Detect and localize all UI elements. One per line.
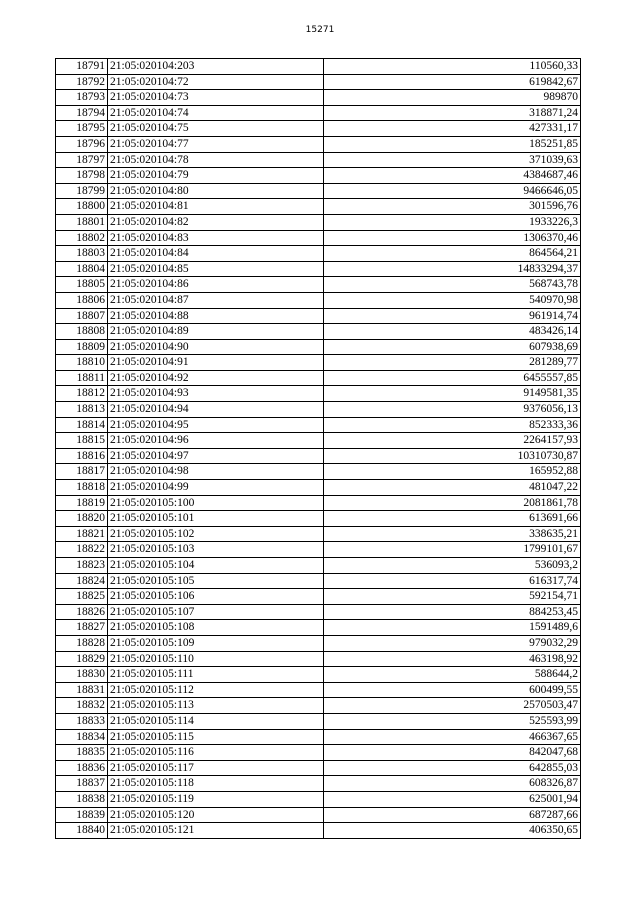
row-number-cell: 18829 (56, 651, 108, 667)
cadastral-value-cell: 884253,45 (324, 604, 581, 620)
row-number-cell: 18834 (56, 729, 108, 745)
table-row (56, 277, 581, 293)
cadastral-value-cell: 525593,99 (324, 713, 581, 729)
row-number-cell: 18840 (56, 823, 108, 839)
row-number-cell: 18808 (56, 324, 108, 340)
row-number-cell: 18838 (56, 791, 108, 807)
cadastral-value-cell: 9376056,13 (324, 402, 581, 418)
cadastral-number-cell: 21:05:020104:84 (108, 246, 324, 262)
cadastral-value-cell: 2264157,93 (324, 433, 581, 449)
row-number-cell: 18811 (56, 370, 108, 386)
cadastral-value-cell: 687287,66 (324, 807, 581, 823)
table-row (56, 464, 581, 480)
table-body (56, 59, 581, 839)
cadastral-value-cell: 616317,74 (324, 573, 581, 589)
row-number-cell: 18806 (56, 292, 108, 308)
cadastral-value-cell: 536093,2 (324, 558, 581, 574)
cadastral-value-cell: 318871,24 (324, 105, 581, 121)
row-number-cell: 18818 (56, 480, 108, 496)
table-row (56, 386, 581, 402)
cadastral-number-cell: 21:05:020105:107 (108, 604, 324, 620)
table-row (56, 183, 581, 199)
table-row (56, 214, 581, 230)
table-row (56, 324, 581, 340)
cadastral-value-cell: 463198,92 (324, 651, 581, 667)
row-number-cell: 18797 (56, 152, 108, 168)
cadastral-value-cell: 961914,74 (324, 308, 581, 324)
cadastral-value-cell: 608326,87 (324, 776, 581, 792)
table-row (56, 105, 581, 121)
cadastral-number-cell: 21:05:020105:101 (108, 511, 324, 527)
table-row (56, 121, 581, 137)
row-number-cell: 18822 (56, 542, 108, 558)
table-row (56, 152, 581, 168)
cadastral-value-cell: 619842,67 (324, 74, 581, 90)
row-number-cell: 18817 (56, 464, 108, 480)
cadastral-value-cell: 371039,63 (324, 152, 581, 168)
cadastral-number-cell: 21:05:020105:118 (108, 776, 324, 792)
row-number-cell: 18800 (56, 199, 108, 215)
row-number-cell: 18820 (56, 511, 108, 527)
cadastral-value-cell: 989870 (324, 90, 581, 106)
cadastral-number-cell: 21:05:020105:116 (108, 745, 324, 761)
cadastral-value-cell: 10310730,87 (324, 448, 581, 464)
table-row (56, 682, 581, 698)
cadastral-number-cell: 21:05:020104:95 (108, 417, 324, 433)
table-row (56, 417, 581, 433)
row-number-cell: 18839 (56, 807, 108, 823)
cadastral-number-cell: 21:05:020105:120 (108, 807, 324, 823)
row-number-cell: 18809 (56, 339, 108, 355)
cadastral-number-cell: 21:05:020104:74 (108, 105, 324, 121)
cadastral-value-table (55, 58, 581, 839)
cadastral-value-cell: 9466646,05 (324, 183, 581, 199)
cadastral-number-cell: 21:05:020104:73 (108, 90, 324, 106)
table-row (56, 807, 581, 823)
cadastral-value-cell: 568743,78 (324, 277, 581, 293)
cadastral-number-cell: 21:05:020105:100 (108, 495, 324, 511)
table-row (56, 448, 581, 464)
cadastral-number-cell: 21:05:020104:78 (108, 152, 324, 168)
row-number-cell: 18804 (56, 261, 108, 277)
cadastral-number-cell: 21:05:020105:121 (108, 823, 324, 839)
cadastral-value-cell: 427331,17 (324, 121, 581, 137)
cadastral-value-cell: 4384687,46 (324, 168, 581, 184)
cadastral-number-cell: 21:05:020104:72 (108, 74, 324, 90)
cadastral-number-cell: 21:05:020105:117 (108, 760, 324, 776)
cadastral-value-cell: 466367,65 (324, 729, 581, 745)
table-row (56, 59, 581, 75)
cadastral-value-cell: 588644,2 (324, 667, 581, 683)
table-row (56, 713, 581, 729)
row-number-cell: 18831 (56, 682, 108, 698)
cadastral-number-cell: 21:05:020105:102 (108, 526, 324, 542)
table-row (56, 776, 581, 792)
row-number-cell: 18799 (56, 183, 108, 199)
cadastral-value-cell: 110560,33 (324, 59, 581, 75)
cadastral-number-cell: 21:05:020105:104 (108, 558, 324, 574)
table-row (56, 604, 581, 620)
table-row (56, 246, 581, 262)
cadastral-value-cell: 1306370,46 (324, 230, 581, 246)
table-row (56, 667, 581, 683)
cadastral-value-cell: 607938,69 (324, 339, 581, 355)
cadastral-value-cell: 1933226,3 (324, 214, 581, 230)
table-row (56, 355, 581, 371)
cadastral-value-cell: 540970,98 (324, 292, 581, 308)
cadastral-number-cell: 21:05:020104:99 (108, 480, 324, 496)
cadastral-number-cell: 21:05:020104:92 (108, 370, 324, 386)
cadastral-number-cell: 21:05:020104:82 (108, 214, 324, 230)
cadastral-value-cell: 842047,68 (324, 745, 581, 761)
table-row (56, 542, 581, 558)
cadastral-value-cell: 613691,66 (324, 511, 581, 527)
cadastral-value-cell: 2570503,47 (324, 698, 581, 714)
row-number-cell: 18805 (56, 277, 108, 293)
table-row (56, 620, 581, 636)
cadastral-number-cell: 21:05:020105:108 (108, 620, 324, 636)
cadastral-number-cell: 21:05:020104:98 (108, 464, 324, 480)
row-number-cell: 18833 (56, 713, 108, 729)
cadastral-value-cell: 852333,36 (324, 417, 581, 433)
table-row (56, 745, 581, 761)
row-number-cell: 18792 (56, 74, 108, 90)
row-number-cell: 18795 (56, 121, 108, 137)
table-row (56, 558, 581, 574)
cadastral-value-cell: 6455557,85 (324, 370, 581, 386)
table-row (56, 370, 581, 386)
table-row (56, 433, 581, 449)
table-row (56, 308, 581, 324)
table-row (56, 90, 581, 106)
row-number-cell: 18836 (56, 760, 108, 776)
cadastral-number-cell: 21:05:020105:119 (108, 791, 324, 807)
cadastral-number-cell: 21:05:020104:89 (108, 324, 324, 340)
cadastral-number-cell: 21:05:020104:93 (108, 386, 324, 402)
row-number-cell: 18802 (56, 230, 108, 246)
cadastral-number-cell: 21:05:020105:112 (108, 682, 324, 698)
table-row (56, 760, 581, 776)
cadastral-number-cell: 21:05:020104:77 (108, 136, 324, 152)
cadastral-value-cell: 592154,71 (324, 589, 581, 605)
table-row (56, 635, 581, 651)
row-number-cell: 18791 (56, 59, 108, 75)
cadastral-value-cell: 642855,03 (324, 760, 581, 776)
table-row (56, 526, 581, 542)
cadastral-number-cell: 21:05:020105:111 (108, 667, 324, 683)
table-row (56, 495, 581, 511)
table-row (56, 573, 581, 589)
cadastral-value-cell: 481047,22 (324, 480, 581, 496)
row-number-cell: 18801 (56, 214, 108, 230)
row-number-cell: 18794 (56, 105, 108, 121)
table-row (56, 136, 581, 152)
row-number-cell: 18798 (56, 168, 108, 184)
table-row (56, 698, 581, 714)
table-row (56, 480, 581, 496)
table-row (56, 791, 581, 807)
cadastral-number-cell: 21:05:020105:106 (108, 589, 324, 605)
cadastral-value-cell: 165952,88 (324, 464, 581, 480)
table-row (56, 168, 581, 184)
cadastral-value-cell: 338635,21 (324, 526, 581, 542)
cadastral-value-cell: 1591489,6 (324, 620, 581, 636)
table-row (56, 402, 581, 418)
cadastral-number-cell: 21:05:020104:83 (108, 230, 324, 246)
cadastral-number-cell: 21:05:020105:115 (108, 729, 324, 745)
cadastral-number-cell: 21:05:020105:114 (108, 713, 324, 729)
page-number: 15271 (305, 25, 335, 35)
cadastral-number-cell: 21:05:020105:110 (108, 651, 324, 667)
cadastral-number-cell: 21:05:020104:80 (108, 183, 324, 199)
cadastral-number-cell: 21:05:020104:85 (108, 261, 324, 277)
row-number-cell: 18837 (56, 776, 108, 792)
table-row (56, 823, 581, 839)
cadastral-number-cell: 21:05:020104:203 (108, 59, 324, 75)
cadastral-number-cell: 21:05:020105:103 (108, 542, 324, 558)
row-number-cell: 18830 (56, 667, 108, 683)
cadastral-number-cell: 21:05:020105:105 (108, 573, 324, 589)
cadastral-number-cell: 21:05:020104:96 (108, 433, 324, 449)
cadastral-number-cell: 21:05:020104:94 (108, 402, 324, 418)
cadastral-value-cell: 979032,29 (324, 635, 581, 651)
row-number-cell: 18835 (56, 745, 108, 761)
cadastral-value-cell: 2081861,78 (324, 495, 581, 511)
row-number-cell: 18823 (56, 558, 108, 574)
row-number-cell: 18824 (56, 573, 108, 589)
table-row (56, 230, 581, 246)
table-row (56, 589, 581, 605)
cadastral-number-cell: 21:05:020104:87 (108, 292, 324, 308)
table-row (56, 651, 581, 667)
row-number-cell: 18826 (56, 604, 108, 620)
row-number-cell: 18812 (56, 386, 108, 402)
row-number-cell: 18793 (56, 90, 108, 106)
cadastral-number-cell: 21:05:020104:90 (108, 339, 324, 355)
cadastral-value-cell: 483426,14 (324, 324, 581, 340)
cadastral-number-cell: 21:05:020104:97 (108, 448, 324, 464)
row-number-cell: 18827 (56, 620, 108, 636)
row-number-cell: 18810 (56, 355, 108, 371)
row-number-cell: 18807 (56, 308, 108, 324)
cadastral-number-cell: 21:05:020104:86 (108, 277, 324, 293)
row-number-cell: 18832 (56, 698, 108, 714)
cadastral-value-cell: 1799101,67 (324, 542, 581, 558)
cadastral-number-cell: 21:05:020104:81 (108, 199, 324, 215)
cadastral-number-cell: 21:05:020105:109 (108, 635, 324, 651)
cadastral-value-cell: 864564,21 (324, 246, 581, 262)
cadastral-value-cell: 600499,55 (324, 682, 581, 698)
cadastral-number-cell: 21:05:020104:91 (108, 355, 324, 371)
row-number-cell: 18796 (56, 136, 108, 152)
cadastral-number-cell: 21:05:020104:75 (108, 121, 324, 137)
row-number-cell: 18821 (56, 526, 108, 542)
cadastral-number-cell: 21:05:020105:113 (108, 698, 324, 714)
table-row (56, 199, 581, 215)
table-row (56, 339, 581, 355)
cadastral-value-cell: 301596,76 (324, 199, 581, 215)
cadastral-value-cell: 185251,85 (324, 136, 581, 152)
row-number-cell: 18803 (56, 246, 108, 262)
cadastral-value-cell: 625001,94 (324, 791, 581, 807)
row-number-cell: 18816 (56, 448, 108, 464)
table-row (56, 261, 581, 277)
cadastral-number-cell: 21:05:020104:88 (108, 308, 324, 324)
cadastral-value-cell: 9149581,35 (324, 386, 581, 402)
cadastral-value-cell: 406350,65 (324, 823, 581, 839)
cadastral-value-cell: 14833294,37 (324, 261, 581, 277)
table-row (56, 511, 581, 527)
row-number-cell: 18814 (56, 417, 108, 433)
row-number-cell: 18828 (56, 635, 108, 651)
cadastral-number-cell: 21:05:020104:79 (108, 168, 324, 184)
cadastral-value-cell: 281289,77 (324, 355, 581, 371)
row-number-cell: 18815 (56, 433, 108, 449)
row-number-cell: 18825 (56, 589, 108, 605)
table-row (56, 74, 581, 90)
table-row (56, 292, 581, 308)
row-number-cell: 18819 (56, 495, 108, 511)
table-row (56, 729, 581, 745)
row-number-cell: 18813 (56, 402, 108, 418)
